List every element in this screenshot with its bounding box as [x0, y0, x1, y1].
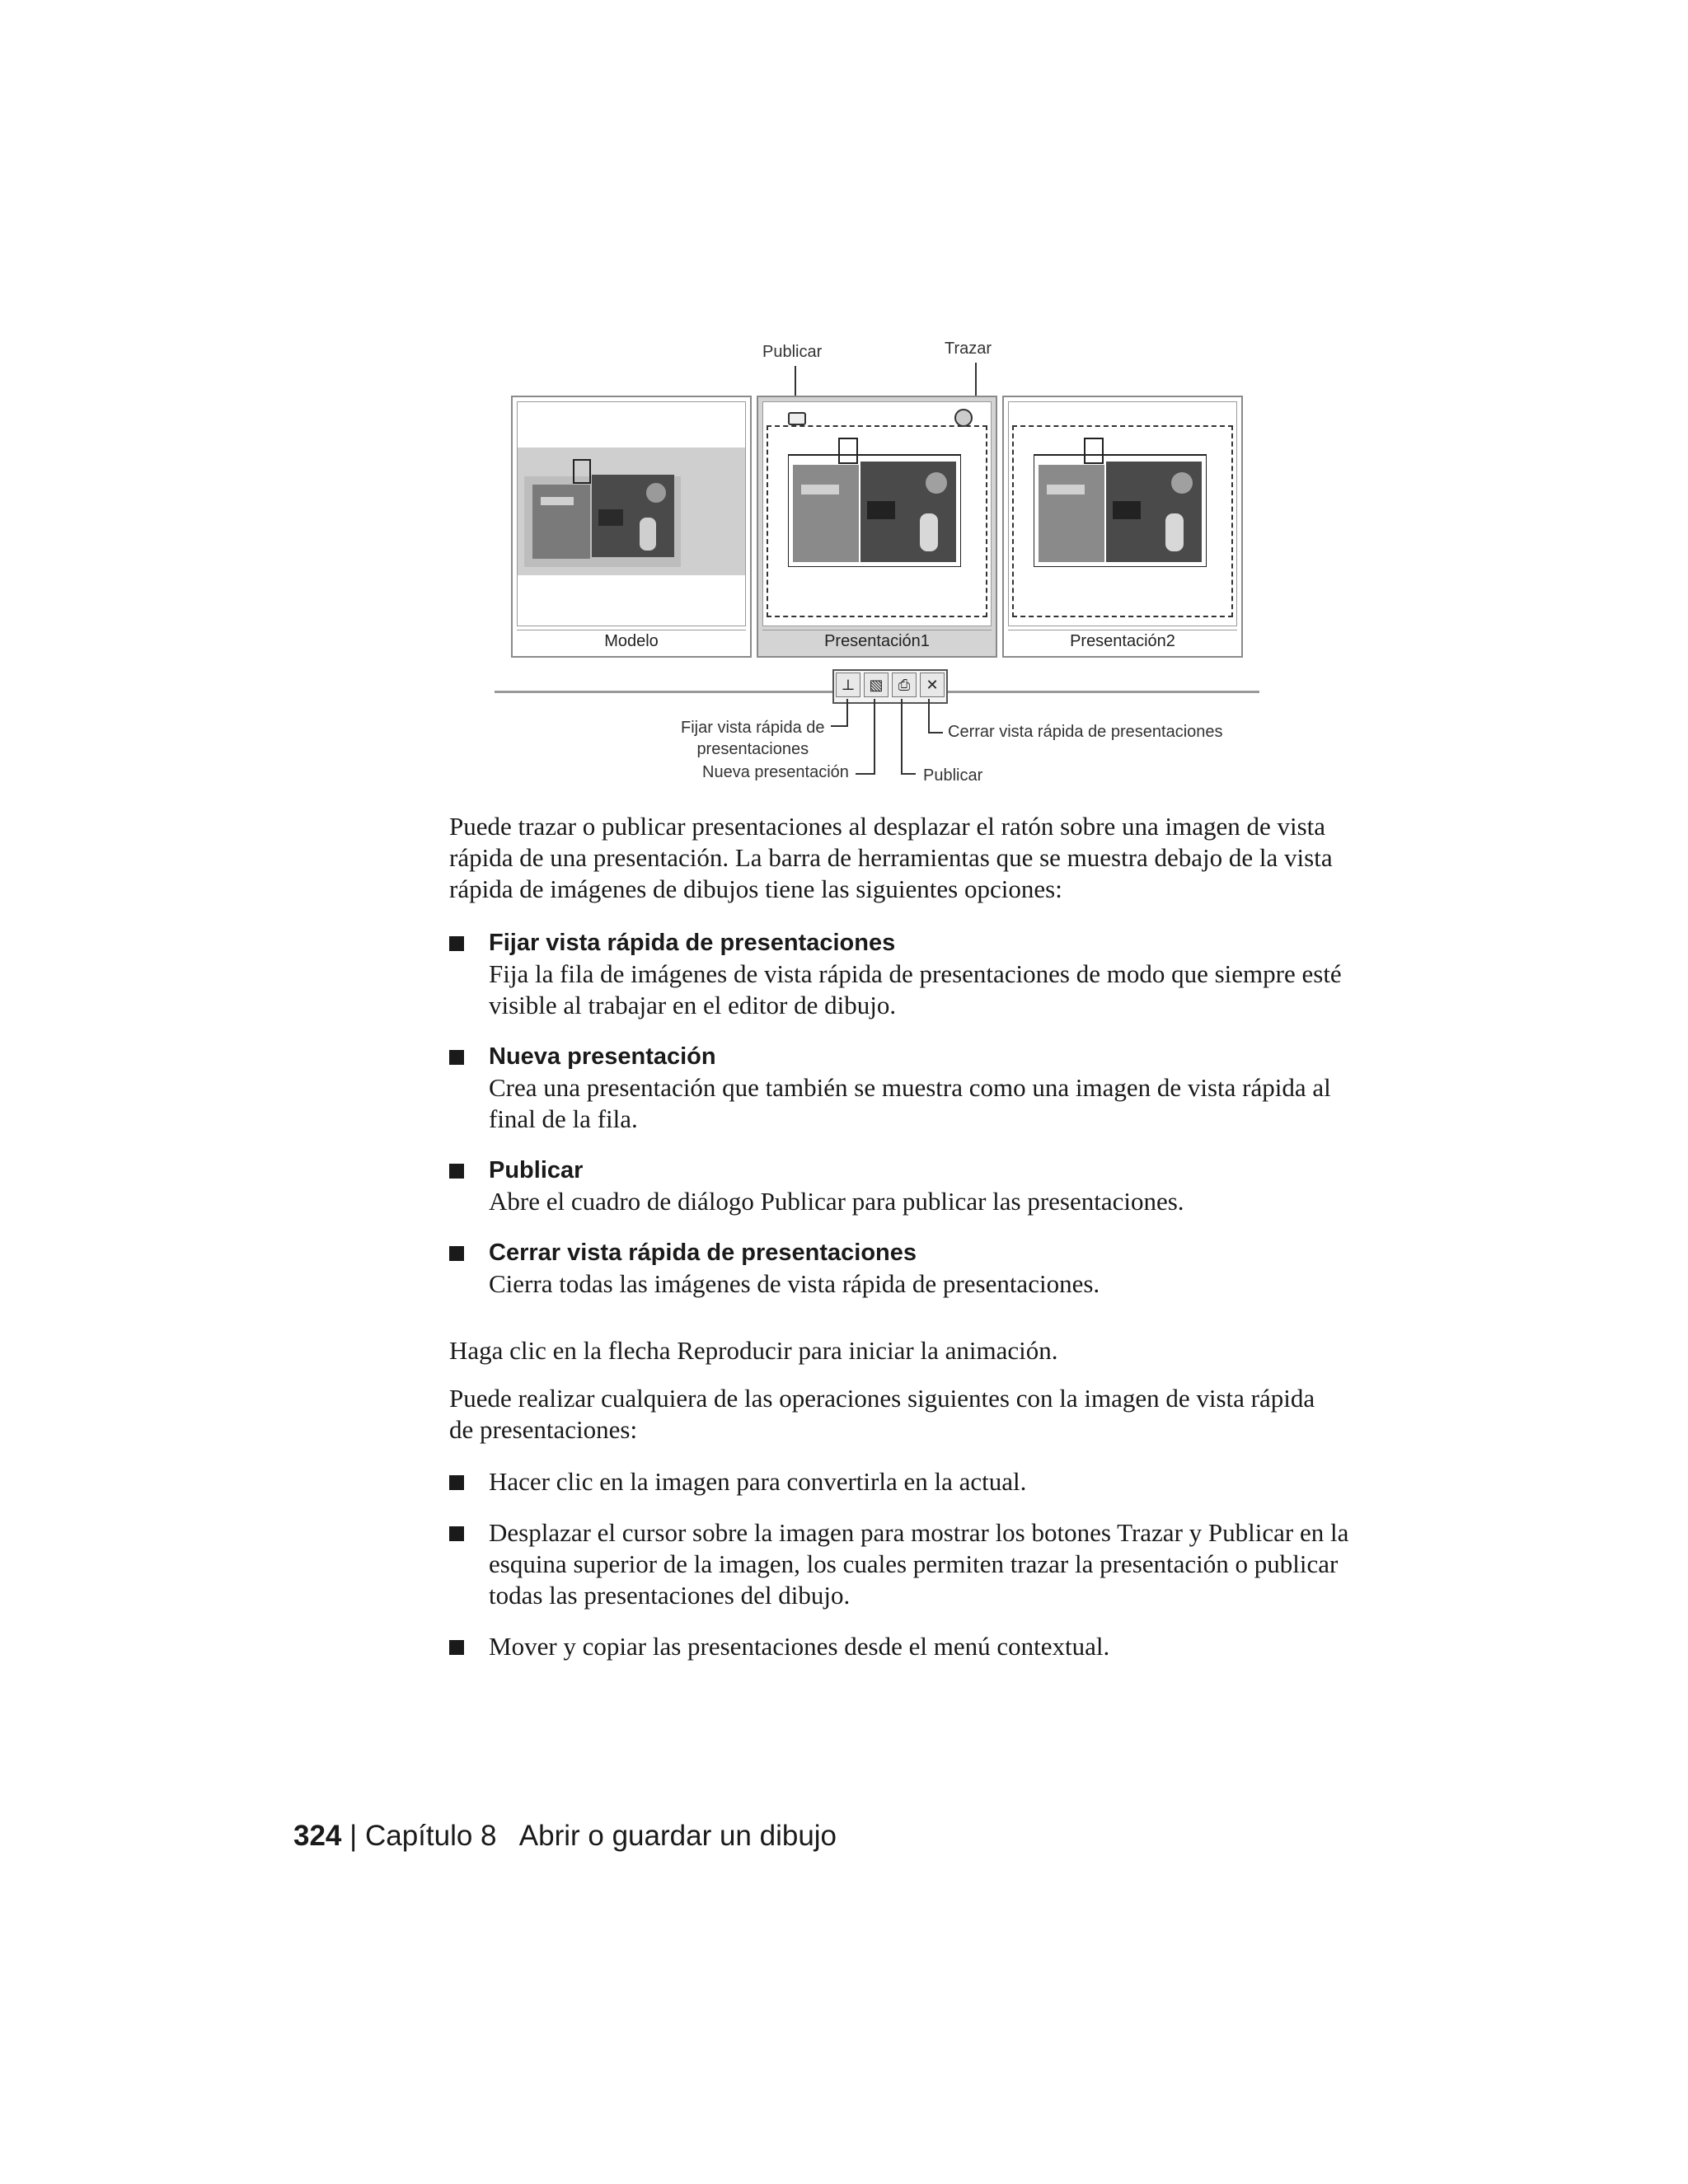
drawing-thumbnail — [524, 452, 681, 575]
intro-paragraph: Puede trazar o publicar presentaciones al desplazar el ratón sobre una imagen de vista rápida de una presentación. La barra de herramientas que se muestra debajo de la vista rápida de imágenes de dibujos tiene las siguientes opciones: — [449, 812, 1333, 903]
callout-publicar-top: Publicar — [762, 343, 823, 361]
option-desc: Fija la fila de imágenes de vista rápida de presentaciones de modo que siempre esté visible al trabajar en el editor de dibujo. — [489, 959, 1342, 1019]
quickview-panel-modelo[interactable] — [511, 396, 752, 658]
publish-icon[interactable]: ⎙ — [892, 673, 917, 697]
callout-fijar: Fijar vista rápida de presentaciones — [681, 719, 825, 758]
operations-intro: Puede realizar cualquiera de las operaciones siguientes con la imagen de vista rápida de presentaciones: — [449, 1384, 1315, 1444]
page-footer — [293, 1820, 837, 1853]
option-term: Publicar — [489, 1157, 584, 1183]
option-term: Cerrar vista rápida de presentaciones — [489, 1240, 917, 1266]
option-desc: Abre el cuadro de diálogo Publicar para publicar las presentaciones. — [489, 1187, 1184, 1216]
option-term: Nueva presentación — [489, 1043, 716, 1070]
footer-separator: | — [349, 1820, 358, 1852]
bullet-square — [449, 1246, 464, 1261]
drawing-thumbnail — [788, 435, 961, 567]
quickview-panel-presentacion1[interactable] — [757, 396, 997, 658]
bullet-square — [449, 936, 464, 951]
chapter-title: Abrir o guardar un dibujo — [518, 1820, 837, 1852]
operation-text: Hacer clic en la imagen para convertirla en la actual. — [489, 1467, 1027, 1496]
operation-text: Mover y copiar las presentaciones desde el menú contextual. — [489, 1632, 1110, 1661]
callout-trazar-top: Trazar — [945, 340, 992, 358]
callout-cerrar: Cerrar vista rápida de presentaciones — [948, 723, 1223, 741]
bullet-square — [449, 1050, 464, 1065]
pin-icon[interactable]: ⊥ — [836, 673, 860, 697]
tab-presentacion1[interactable]: Presentación1 — [762, 630, 992, 652]
operation-text: Desplazar el cursor sobre la imagen para mostrar los botones Trazar y Publicar en la esquina superior de la imagen, los cuales permiten trazar la presentación o publicar todas las presentaciones del dibujo. — [489, 1518, 1349, 1610]
layout-quickview-figure — [495, 330, 1286, 808]
tab-presentacion2[interactable]: Presentación2 — [1008, 630, 1237, 652]
page-number: 324 — [293, 1820, 342, 1852]
option-term: Fijar vista rápida de presentaciones — [489, 930, 896, 956]
option-desc: Cierra todas las imágenes de vista rápida de presentaciones. — [489, 1269, 1100, 1298]
callout-publicar-bottom: Publicar — [923, 766, 983, 785]
tab-modelo[interactable]: Modelo — [517, 630, 746, 652]
chapter-label: Capítulo 8 — [364, 1820, 497, 1852]
callout-nueva: Nueva presentación — [702, 763, 849, 781]
bullet-square — [449, 1526, 464, 1541]
new-layout-icon[interactable]: ▧ — [864, 673, 889, 697]
quickview-toolbar — [832, 669, 948, 704]
bullet-square — [449, 1640, 464, 1655]
bullet-square — [449, 1164, 464, 1179]
option-desc: Crea una presentación que también se muestra como una imagen de vista rápida al final de la fila. — [489, 1073, 1331, 1133]
publish-icon[interactable] — [788, 412, 806, 425]
play-note: Haga clic en la flecha Reproducir para iniciar la animación. — [449, 1336, 1058, 1365]
plot-icon[interactable] — [954, 409, 973, 427]
bullet-square — [449, 1475, 464, 1490]
drawing-thumbnail — [1034, 435, 1207, 567]
quickview-panel-presentacion2[interactable] — [1002, 396, 1243, 658]
close-icon[interactable]: ✕ — [920, 673, 945, 697]
